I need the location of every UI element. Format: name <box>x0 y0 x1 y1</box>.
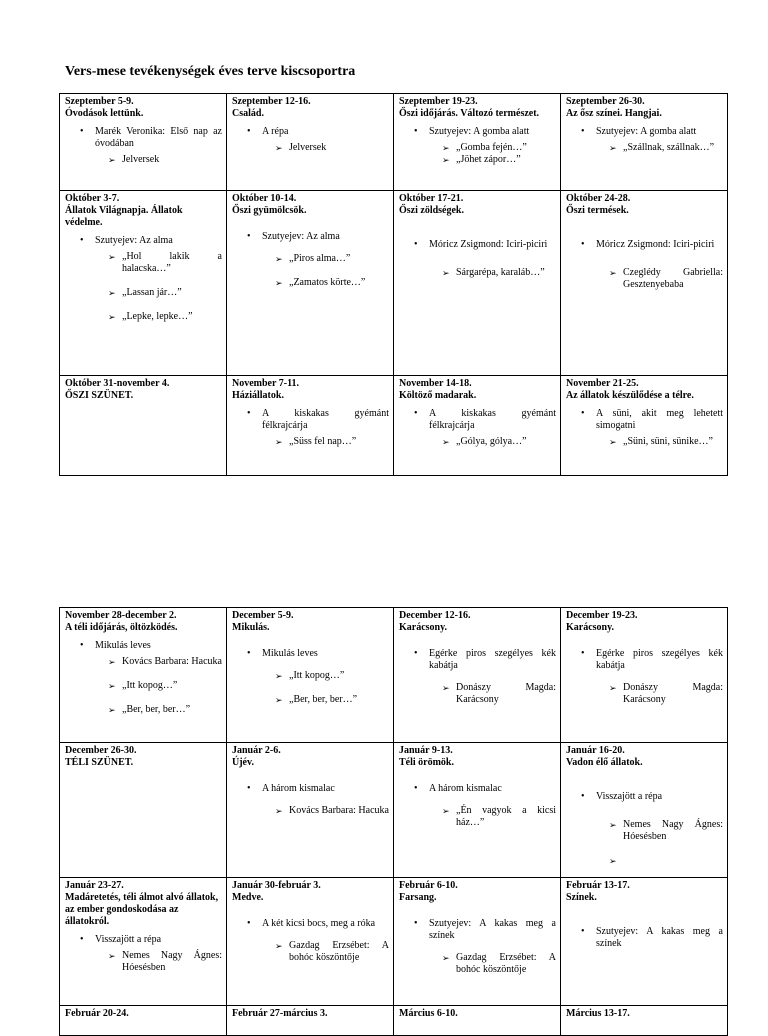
bullet-item <box>566 648 723 672</box>
bullet-item <box>566 791 723 803</box>
cell-topic: Téli örömök. <box>399 757 454 768</box>
cell-topic: Óvodások lettünk. <box>65 108 144 119</box>
cell-topic: TÉLI SZÜNET. <box>65 757 134 768</box>
bullet-item <box>399 648 556 672</box>
table-cell <box>561 376 728 476</box>
arrow-text: „Itt kopog…” <box>289 670 345 681</box>
table-cell <box>60 1006 227 1036</box>
cell-date: November 21-25. <box>566 378 639 389</box>
arrow-item <box>399 154 556 166</box>
cell-topic: Őszi időjárás. Változó természet. <box>399 108 540 119</box>
arrow-text: Nemes Nagy Ágnes: Hóesésben <box>122 950 222 973</box>
arrow-text: Czeglédy Gabriella: Gesztenyebaba <box>623 267 723 290</box>
cell-topic: Az ősz színei. Hangjai. <box>566 108 662 119</box>
cell-date: Október 31-november 4. <box>65 378 170 389</box>
plan-table-2 <box>59 607 728 1036</box>
cell-topic: A téli időjárás, öltözködés. <box>65 622 178 633</box>
table-cell <box>227 191 394 376</box>
cell-topic: Színek. <box>566 892 597 903</box>
table-cell <box>394 1006 561 1036</box>
table-cell <box>561 94 728 191</box>
arrow-item <box>232 940 389 964</box>
arrow-item <box>566 682 723 706</box>
table-cell <box>60 743 227 878</box>
arrow-text: „Szállnak, szállnak…” <box>623 142 715 153</box>
bullet-item <box>65 126 222 150</box>
arrow-item <box>65 656 222 668</box>
bullet-text: Marék Veronika: Első nap az óvodában <box>95 126 222 149</box>
table-cell <box>227 1006 394 1036</box>
bullet-item <box>566 126 723 138</box>
cell-topic: Mikulás. <box>232 622 270 633</box>
cell-topic: Költöző madarak. <box>399 390 477 401</box>
arrow-item <box>232 253 389 265</box>
arrow-item <box>232 670 389 682</box>
bullet-text: Szutyejev: A kakas meg a színek <box>596 926 723 949</box>
bullet-item <box>566 239 723 251</box>
cell-topic: ŐSZI SZÜNET. <box>65 390 134 401</box>
arrow-item <box>65 154 222 166</box>
arrow-item <box>65 251 222 275</box>
bullet-text: A kiskakas gyémánt félkrajcárja <box>429 408 556 431</box>
cell-topic: Karácsony. <box>399 622 448 633</box>
arrow-text: „Gomba fején…” <box>456 142 527 153</box>
cell-date: Január 2-6. <box>232 745 281 756</box>
cell-date: Január 16-20. <box>566 745 625 756</box>
bullet-text: Mikulás leves <box>95 640 151 651</box>
cell-topic: Család. <box>232 108 264 119</box>
arrow-item <box>566 436 723 448</box>
arrow-text: Donászy Magda: Karácsony <box>623 682 723 705</box>
bullet-item <box>65 235 222 247</box>
table-cell <box>227 878 394 1006</box>
table-cell <box>227 376 394 476</box>
table-row <box>60 608 728 743</box>
arrow-text: „Itt kopog…” <box>122 680 178 691</box>
cell-date: Január 30-február 3. <box>232 880 321 891</box>
table-cell <box>60 878 227 1006</box>
cell-date: Február 6-10. <box>399 880 458 891</box>
arrow-text: Kovács Barbara: Hacuka <box>122 656 222 667</box>
arrow-item <box>566 267 723 291</box>
table-cell <box>394 743 561 878</box>
bullet-text: Móricz Zsigmond: Iciri-piciri <box>429 239 548 250</box>
cell-date: Február 20-24. <box>65 1008 129 1019</box>
cell-topic: Háziállatok. <box>232 390 284 401</box>
cell-date: Szeptember 5-9. <box>65 96 134 107</box>
table-row <box>60 878 728 1006</box>
bullet-text: Mikulás leves <box>262 648 318 659</box>
bullet-item <box>232 648 389 660</box>
arrow-item <box>232 436 389 448</box>
table-cell <box>394 608 561 743</box>
cell-date: Március 6-10. <box>399 1008 458 1019</box>
table-cell <box>60 191 227 376</box>
table-cell <box>561 608 728 743</box>
cell-date: December 19-23. <box>566 610 638 621</box>
table-row <box>60 94 728 191</box>
cell-topic: Karácsony. <box>566 622 615 633</box>
table-row <box>60 376 728 476</box>
cell-topic: Az állatok készülődése a télre. <box>566 390 694 401</box>
arrow-text: Jelversek <box>122 154 160 165</box>
arrow-item <box>65 311 222 323</box>
arrow-text: Gazdag Erzsébet: A bohóc köszöntője <box>456 952 556 975</box>
table-row <box>60 1006 728 1036</box>
cell-date: Szeptember 26-30. <box>566 96 645 107</box>
bullet-text: A három kismalac <box>429 783 502 794</box>
cell-date: Október 17-21. <box>399 193 464 204</box>
bullet-text: A süni, akit meg lehetett simogatni <box>596 408 723 431</box>
cell-topic: Őszi termések. <box>566 205 629 216</box>
bullet-item <box>566 926 723 950</box>
arrow-text: Jelversek <box>289 142 327 153</box>
arrow-item <box>65 680 222 692</box>
arrow-item <box>566 142 723 154</box>
cell-topic: Őszi gyümölcsök. <box>232 205 307 216</box>
bullet-item <box>232 783 389 795</box>
arrow-text: „Süss fel nap…” <box>289 436 357 447</box>
bullet-text: A kiskakas gyémánt félkrajcárja <box>262 408 389 431</box>
cell-date: Szeptember 12-16. <box>232 96 311 107</box>
table-cell <box>394 376 561 476</box>
cell-date: November 7-11. <box>232 378 300 389</box>
cell-date: Február 27-március 3. <box>232 1008 328 1019</box>
arrow-text: Gazdag Erzsébet: A bohóc köszöntője <box>289 940 389 963</box>
cell-date: Szeptember 19-23. <box>399 96 478 107</box>
arrow-text: „Jöhet zápor…” <box>456 154 521 165</box>
arrow-text: „Lassan jár…” <box>122 287 182 298</box>
cell-topic: Medve. <box>232 892 264 903</box>
bullet-text: Visszajött a répa <box>596 791 663 802</box>
cell-topic: Újév. <box>232 757 254 768</box>
cell-date: Október 10-14. <box>232 193 297 204</box>
table-cell <box>561 1006 728 1036</box>
bullet-item <box>399 783 556 795</box>
bullet-item <box>232 231 389 243</box>
arrow-item <box>65 704 222 716</box>
arrow-text: „Lepke, lepke…” <box>122 311 193 322</box>
bullet-text: A két kicsi bocs, meg a róka <box>262 918 376 929</box>
table-cell <box>227 94 394 191</box>
arrow-text: Nemes Nagy Ágnes: Hóesésben <box>623 819 723 842</box>
table-cell <box>60 608 227 743</box>
table-cell <box>561 191 728 376</box>
bullet-item <box>399 408 556 432</box>
arrow-text: Kovács Barbara: Hacuka <box>289 805 389 816</box>
cell-date: November 28-december 2. <box>65 610 177 621</box>
bullet-item <box>65 640 222 652</box>
bullet-text: Móricz Zsigmond: Iciri-piciri <box>596 239 715 250</box>
arrow-text: „Hol lakik a halacska…” <box>122 251 222 274</box>
bullet-text: Szutyejev: Az alma <box>262 231 340 242</box>
cell-date: December 5-9. <box>232 610 294 621</box>
arrow-text: „Ber, ber, ber…” <box>122 704 191 715</box>
bullet-item <box>232 126 389 138</box>
table-cell <box>394 94 561 191</box>
table-cell <box>561 878 728 1006</box>
bullet-item <box>399 918 556 942</box>
bullet-item <box>232 408 389 432</box>
arrow-item <box>399 952 556 976</box>
arrow-text: „Piros alma…” <box>289 253 351 264</box>
table-cell <box>561 743 728 878</box>
bullet-text: Egérke piros szegélyes kék kabátja <box>429 648 556 671</box>
arrow-item <box>232 142 389 154</box>
cell-date: Január 9-13. <box>399 745 453 756</box>
cell-topic: Állatok Világnapja. Állatok védelme. <box>65 205 183 228</box>
arrow-text: „Süni, süni, sünike…” <box>623 436 713 447</box>
bullet-text: A három kismalac <box>262 783 335 794</box>
cell-date: Január 23-27. <box>65 880 124 891</box>
bullet-text: Szutyejev: A gomba alatt <box>429 126 530 137</box>
table-row <box>60 743 728 878</box>
table-cell <box>60 376 227 476</box>
cell-date: December 12-16. <box>399 610 471 621</box>
cell-date: Március 13-17. <box>566 1008 630 1019</box>
arrow-text: „Gólya, gólya…” <box>456 436 527 447</box>
arrow-item <box>65 950 222 974</box>
arrow-item <box>399 682 556 706</box>
cell-topic: Vadon élő állatok. <box>566 757 643 768</box>
cell-topic: Madáretetés, téli álmot alvó állatok, az ember gondoskodása az állatokról. <box>65 892 219 927</box>
table-cell <box>227 743 394 878</box>
bullet-item <box>399 239 556 251</box>
cell-date: November 14-18. <box>399 378 472 389</box>
bullet-text: Szutyejev: Az alma <box>95 235 173 246</box>
bullet-text: Szutyejev: A kakas meg a színek <box>429 918 556 941</box>
bullet-text: Egérke piros szegélyes kék kabátja <box>596 648 723 671</box>
bullet-item <box>65 934 222 946</box>
arrow-item <box>232 277 389 289</box>
arrow-text: „Zamatos körte…” <box>289 277 366 288</box>
arrow-item <box>399 805 556 829</box>
table-row <box>60 191 728 376</box>
arrow-text: „Én vagyok a kicsi ház…” <box>456 805 556 828</box>
arrow-text: „Ber, ber, ber…” <box>289 694 358 705</box>
arrow-item <box>399 436 556 448</box>
arrow-item <box>65 287 222 299</box>
cell-date: December 26-30. <box>65 745 137 756</box>
plan-table-1 <box>59 93 728 476</box>
cell-date: Október 3-7. <box>65 193 120 204</box>
arrow-text: Donászy Magda: Karácsony <box>456 682 556 705</box>
table-cell <box>60 94 227 191</box>
table-cell <box>394 878 561 1006</box>
arrow-item <box>232 694 389 706</box>
cell-date: Október 24-28. <box>566 193 631 204</box>
bullet-item <box>566 408 723 432</box>
table-cell <box>227 608 394 743</box>
arrow-item <box>232 805 389 817</box>
arrow-item <box>399 267 556 279</box>
cell-topic: Farsang. <box>399 892 437 903</box>
bullet-item <box>232 918 389 930</box>
arrow-item <box>566 819 723 843</box>
cell-date: Február 13-17. <box>566 880 630 891</box>
bullet-text: Szutyejev: A gomba alatt <box>596 126 697 137</box>
arrow-text: Sárgarépa, karaláb…” <box>456 267 545 278</box>
arrow-item <box>399 142 556 154</box>
bullet-text: Visszajött a répa <box>95 934 162 945</box>
table-cell <box>394 191 561 376</box>
cell-topic: Őszi zöldségek. <box>399 205 464 216</box>
document-title: Vers-mese tevékenységek éves terve kiscsoportra <box>65 64 356 79</box>
bullet-text: A répa <box>262 126 289 137</box>
bullet-item <box>399 126 556 138</box>
